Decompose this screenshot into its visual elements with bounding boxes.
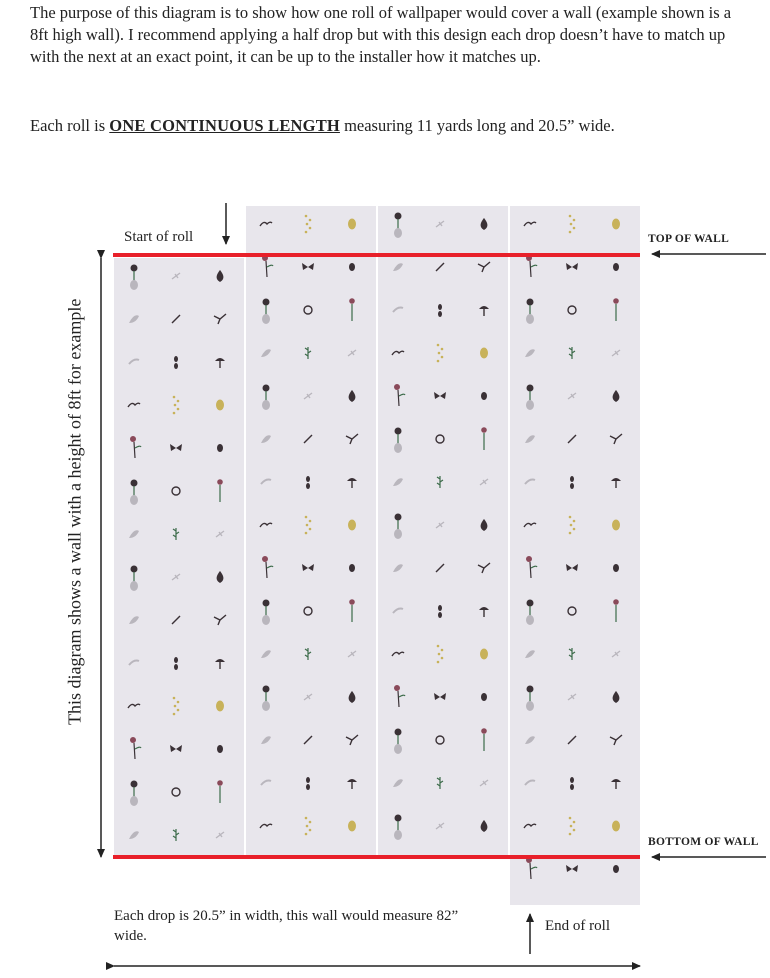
motif-gold-drop — [216, 701, 224, 712]
motif-beetle — [349, 263, 355, 271]
wall-width-note: Each drop is 20.5” in width, this wall would measure 82” wide. — [114, 908, 459, 944]
motif-gold-drop — [348, 219, 356, 230]
motif-beetle — [217, 444, 223, 452]
motif-gold-drop — [348, 520, 356, 531]
motif-gold-drop — [612, 821, 620, 832]
end-of-roll-label: End of roll — [545, 918, 610, 934]
start-of-roll-label: Start of roll — [124, 229, 194, 245]
motif-beetle — [217, 745, 223, 753]
motif-beetle — [613, 263, 619, 271]
roll-suffix: measuring 11 yards long and 20.5” wide. — [339, 116, 615, 135]
motif-gold-drop — [612, 219, 620, 230]
roll-prefix: Each roll is — [30, 116, 110, 135]
motif-beetle — [613, 865, 619, 873]
motif-beetle — [349, 564, 355, 572]
motif-gold-drop — [480, 649, 488, 660]
motif-beetle — [481, 693, 487, 701]
motif-gold-drop — [480, 348, 488, 359]
wall-height-note: This diagram shows a wall with a height of 8ft for example — [64, 298, 85, 725]
motif-gold-drop — [612, 520, 620, 531]
motif-beetle — [481, 392, 487, 400]
motif-gold-drop — [348, 821, 356, 832]
wallpaper-drops — [114, 206, 640, 905]
top-of-wall-label: TOP OF WALL — [648, 233, 730, 245]
motif-gold-drop — [216, 400, 224, 411]
motif-beetle — [613, 564, 619, 572]
roll-emphasis: ONE CONTINUOUS LENGTH — [109, 116, 340, 135]
intro-paragraph: The purpose of this diagram is to show how one roll of wallpaper would cover a wall (example shown is a 8ft high wall). I recommend applying a half drop but with this design each drop doesn’t have to match up with the next at an exact point, it can be up to the installer how it matches up. — [30, 3, 732, 66]
wallpaper-drop — [114, 258, 244, 855]
bottom-of-wall-label: BOTTOM OF WALL — [648, 836, 759, 848]
